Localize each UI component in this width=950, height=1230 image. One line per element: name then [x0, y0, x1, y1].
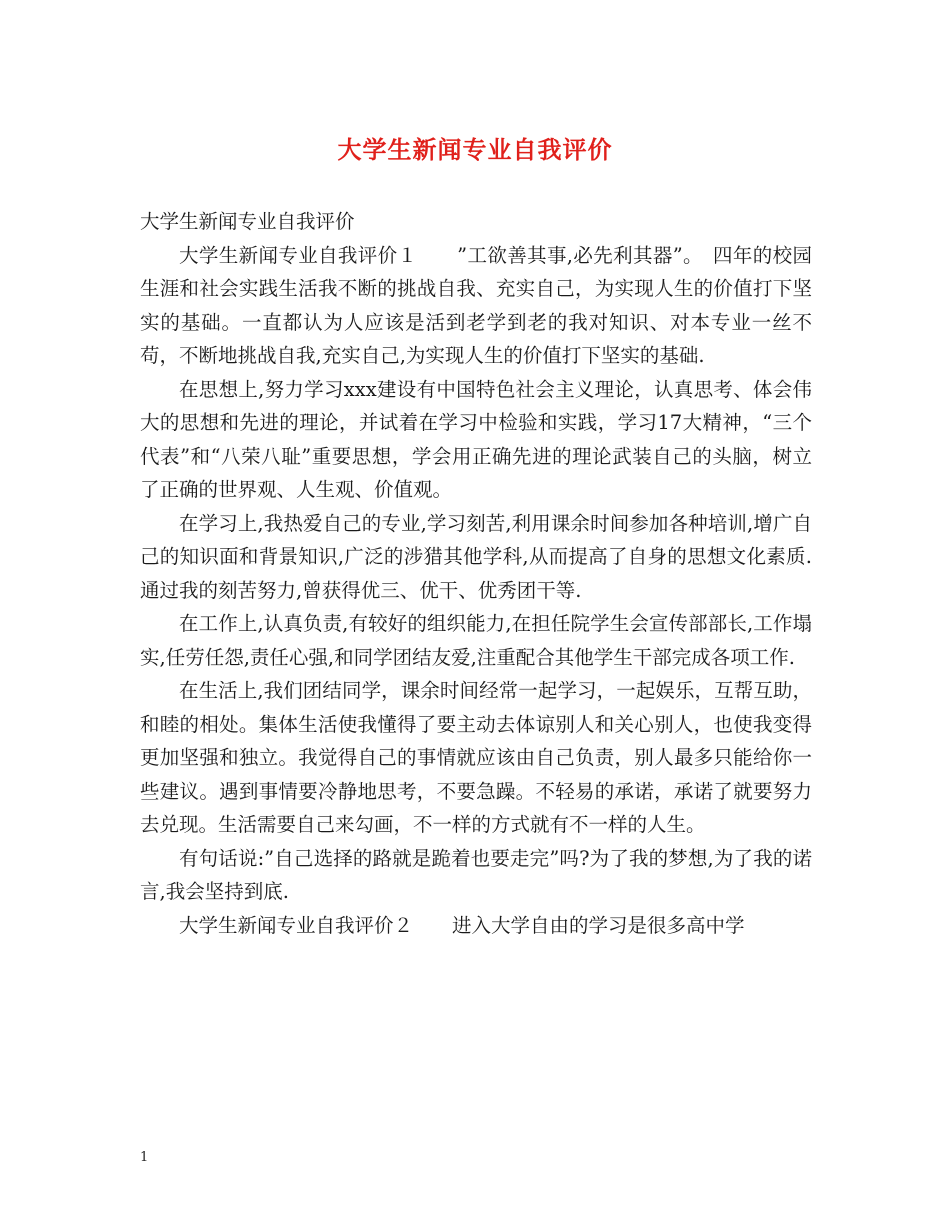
paragraph: 大学生新闻专业自我评价２ 进入大学自由的学习是很多高中学 — [179, 913, 745, 937]
paragraph: 在工作上,认真负责,有较好的组织能力,在担任院学生会宣传部部长,工作塌实,任劳任怨,责任心强,和同学团结友爱,注重配合其他学生干部完成各项工作. — [140, 612, 812, 669]
document-body — [140, 205, 812, 942]
paragraph: 在生活上,我们团结同学，课余时间经常一起学习，一起娱乐，互帮互助，和睦的相处。集体生活使我懂得了要主动去体谅别人和关心别人，也使我变得更加坚强和独立。我觉得自己的事情就应该由自己负责，别人最多只能给你一些建议。遇到事情要冷静地思考，不要急躁。不轻易的承诺，承诺了就要努力去兑现。生活需要自己来勾画，不一样的方式就有不一样的人生。 — [140, 679, 812, 836]
paragraph: 有句话说:”自己选择的路就是跪着也要走完”吗?为了我的梦想,为了我的诺言,我会坚持到底. — [140, 846, 812, 903]
paragraph: 大学生新闻专业自我评价１ ”工欲善其事,必先利其器”。 四年的校园生涯和社会实践生活我不断的挑战自我、充实自己，为实现人生的价值打下坚实的基础。一直都认为人应该是活到老学到老的我对知识、对本专业一丝不苟，不断地挑战自我,充实自己,为实现人生的价值打下坚实的基础. — [140, 243, 812, 367]
page-number: 1 — [140, 1150, 149, 1165]
document-subtitle: 大学生新闻专业自我评价 — [140, 210, 355, 233]
document-title: 大学生新闻专业自我评价 — [337, 135, 613, 164]
paragraph: 在思想上,努力学习xxx建设有中国特色社会主义理论，认真思考、体会伟大的思想和先进的理论，并试着在学习中检验和实践，学习17大精神，“三个代表”和“八荣八耻”重要思想，学会用正确先进的理论武装自己的头脑，树立了正确的世界观、人生观、价值观。 — [140, 377, 812, 501]
paragraph: 在学习上,我热爱自己的专业,学习刻苦,利用课余时间参加各种培训,增广自己的知识面和背景知识,广泛的涉猎其他学科,从而提高了自身的思想文化素质.通过我的刻苦努力,曾获得优三、优干、优秀团干等. — [140, 511, 812, 602]
